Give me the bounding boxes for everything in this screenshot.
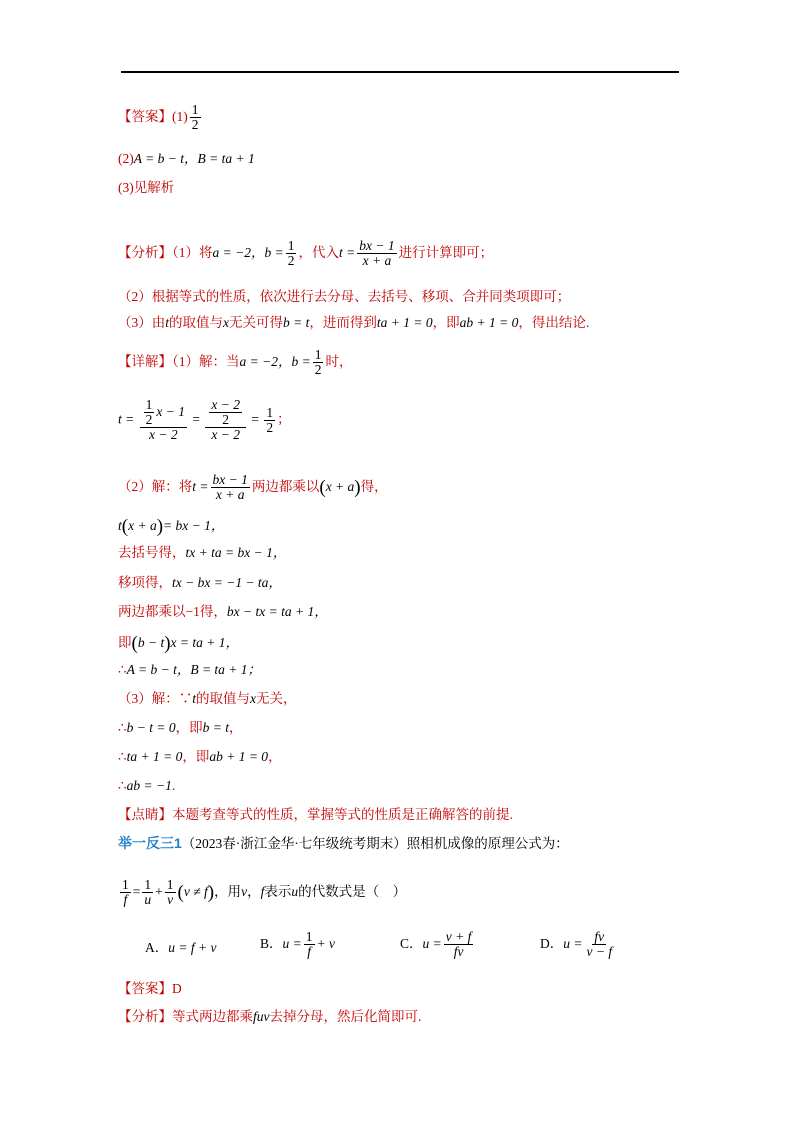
detail-line-11: ∴b − t = 0，即b = t， — [118, 720, 243, 735]
analysis-line-1: 【分析】（1）将a = −2，b = $\frac{1}{2}$ ，代入t = $\frac{bx - 1}{x + a}$ 进行计算即可； — [118, 238, 494, 269]
answer-tag: 【答案】 — [118, 108, 172, 124]
option-c[interactable]: C．u = $\frac{v + f}{fv}$ — [400, 929, 472, 960]
detail-line-6: 移项得，tx − bx = −1 − ta， — [118, 575, 282, 590]
big-fraction-2: $\frac{\frac{x - 2}{2}}{x - 2}$ — [205, 398, 246, 443]
detail-line-5: 去括号得，tx + ta = bx − 1， — [118, 545, 287, 560]
detail-line-9: ∴A = b − t，B = ta + 1； — [118, 662, 262, 677]
problem2-options — [0, 930, 800, 970]
problem2-heading: 举一反三1（2023春·浙江金华·七年级统考期末）照相机成像的原理公式为： — [118, 835, 569, 851]
problem2-formula: $\frac{1}{f}$ = $\frac{1}{u}$ + $\frac{1}{v}$ (v ≠ f)，用v，f表示u的代数式是（ ） — [122, 877, 407, 908]
answer2-line: 【答案】D — [118, 981, 182, 996]
answer-fraction: $\frac{1}{2}$ — [191, 102, 199, 133]
problem2-label: 举一反三1 — [118, 835, 182, 851]
option-d[interactable]: D．u = $\frac{fv}{v - f}$ — [540, 929, 613, 960]
option-b[interactable]: B．u = $\frac{1}{f}$ + v — [260, 929, 335, 960]
detail-line-2: t = $\frac{1}{2}$ x − 1 x − 2 = $\frac{\frac{x - 2}{2}}{x - 2}$ = $\frac{1}{2}$ ； — [118, 397, 291, 443]
option-a[interactable]: A．u = f + v — [145, 940, 217, 955]
answer-line-1: 【答案】(1) $\frac{1}{2}$ — [118, 102, 199, 133]
detail-line-12: ∴ta + 1 = 0，即ab + 1 = 0， — [118, 749, 282, 764]
comment-line: 【点睛】本题考查等式的性质，掌握等式的性质是正确解答的前提. — [118, 807, 513, 822]
analysis2-line: 【分析】等式两边都乘fuv去掉分母，然后化简即可. — [118, 1009, 422, 1024]
answer-line-2: (2)A = b − t，B = ta + 1 — [118, 151, 255, 166]
detail-line-8: 即(b − t)x = ta + 1， — [118, 633, 239, 654]
detail-line-1: 【详解】（1）解：当a = −2，b = $\frac{1}{2}$ 时， — [118, 347, 353, 378]
analysis-line-3: （3）由t的取值与x无关可得b = t，进而得到ta + 1 = 0，即ab + 1 = 0，得出结论. — [118, 315, 590, 330]
detail-line-7: 两边都乘以−1得，bx − tx = ta + 1， — [118, 604, 328, 619]
big-fraction-1: $\frac{1}{2}$ x − 1 x − 2 — [140, 398, 187, 443]
analysis-line-2: （2）根据等式的性质，依次进行去分母、去括号、移项、合并同类项即可； — [118, 289, 571, 304]
answer-line-3: (3)见解析 — [118, 180, 175, 195]
detail-line-10: （3）解：∵t的取值与x无关， — [118, 691, 297, 706]
detail-line-4: t(x + a)= bx − 1， — [118, 516, 225, 537]
detail-line-3: （2）解：将t = $\frac{bx - 1}{x + a}$ 两边都乘以(x + a)得， — [118, 472, 388, 503]
header-rule — [121, 71, 679, 73]
detail-line-13: ∴ab = −1. — [118, 778, 176, 793]
